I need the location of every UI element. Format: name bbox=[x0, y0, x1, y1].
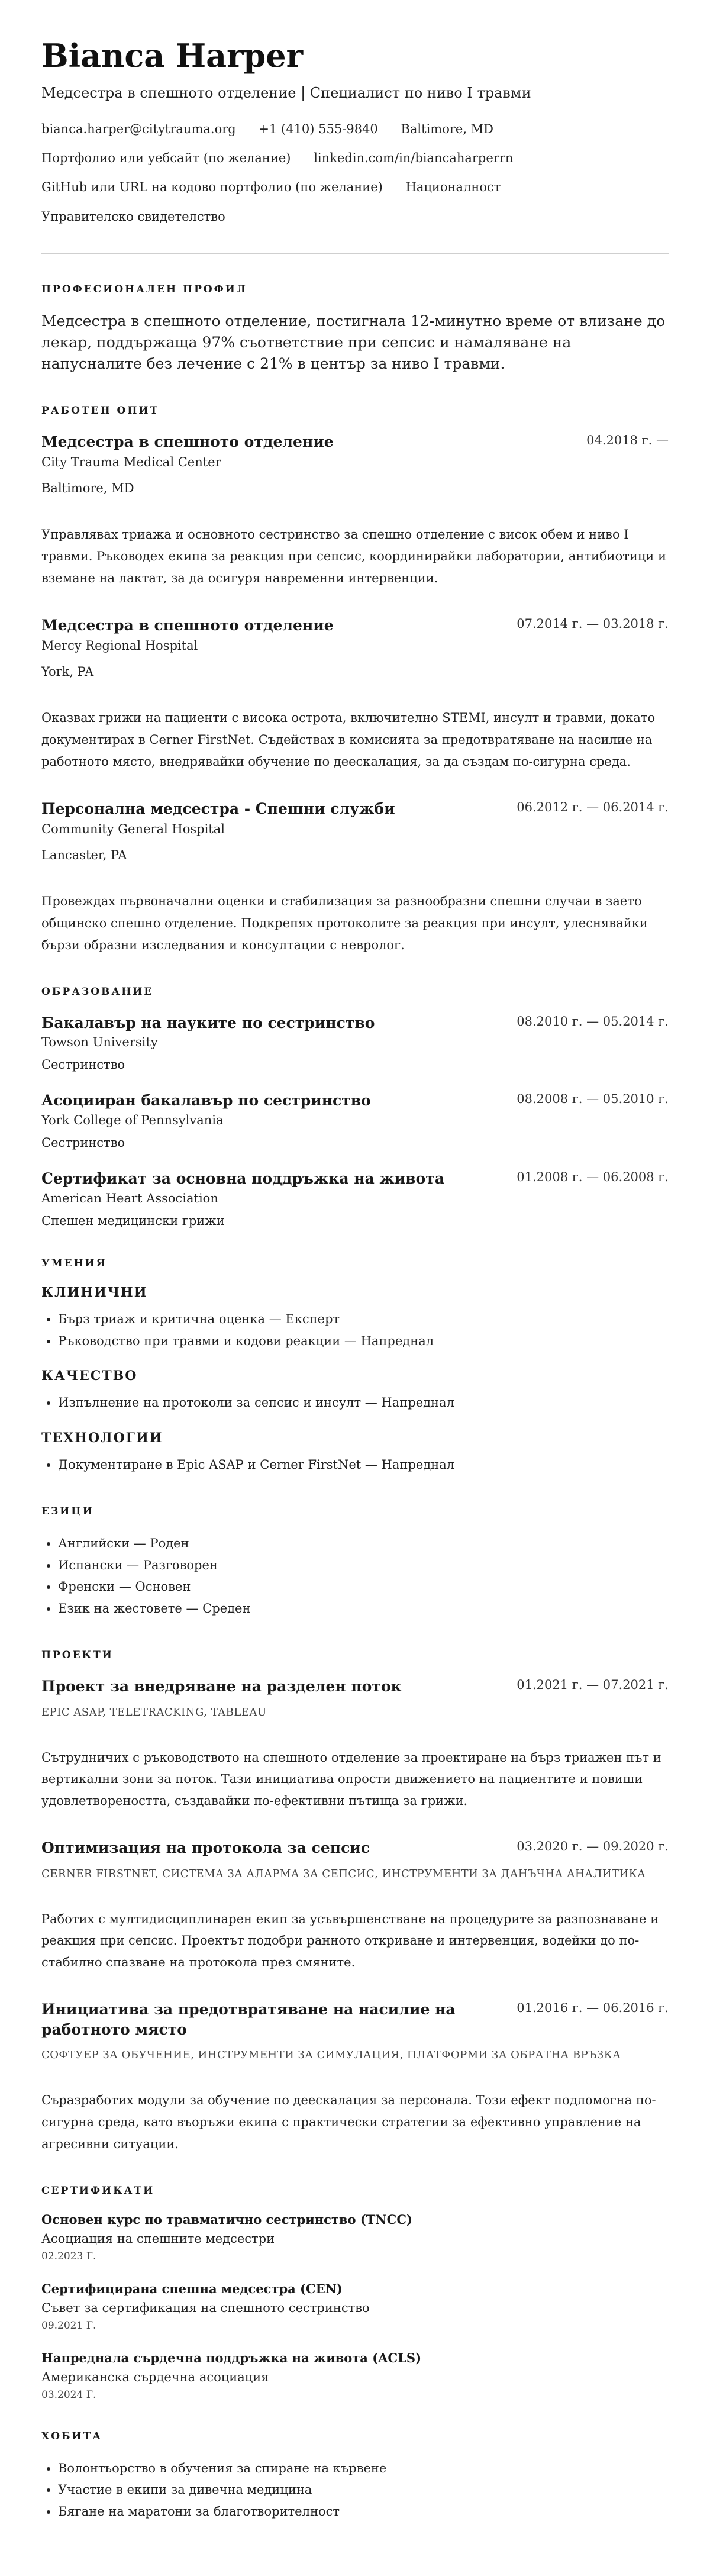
certification-org: Американска сърдечна асоциация bbox=[41, 2369, 269, 2384]
project-entry-head bbox=[41, 1677, 669, 1697]
job-company: City Trauma Medical Center bbox=[41, 455, 221, 470]
certification-entry bbox=[41, 2351, 669, 2401]
degree-field: Сестринство bbox=[41, 1136, 125, 1150]
contact-row-license bbox=[41, 209, 669, 225]
candidate-headline: Медсестра в спешното отделение | Специалист по ниво I травми bbox=[41, 84, 531, 101]
certifications-section bbox=[41, 2185, 669, 2401]
experience-entry bbox=[41, 799, 669, 956]
skill-item: • Бърз триаж и критична оценка — Експерт bbox=[58, 1308, 669, 1330]
section-title-projects: ПРОЕКТИ bbox=[41, 1649, 114, 1661]
education-entry bbox=[41, 1169, 669, 1228]
skill-item: • Ръководство при травми и кодови реакции — Напреднал bbox=[58, 1330, 669, 1352]
contact-license: Управителско свидетелство bbox=[41, 209, 225, 224]
education-section bbox=[41, 986, 669, 1228]
degree-field: Сестринство bbox=[41, 1058, 125, 1072]
certification-org: Асоциация на спешните медсестри bbox=[41, 2231, 275, 2246]
hobby-item: • Бягане на маратони за благотворителност bbox=[58, 2501, 669, 2523]
resume-header bbox=[41, 39, 669, 225]
hobbies-section bbox=[41, 2430, 669, 2523]
project-date: 01.2016 г. — 06.2016 г. bbox=[517, 2000, 669, 2015]
project-date: 01.2021 г. — 07.2021 г. bbox=[517, 1677, 669, 1692]
certification-date: 02.2023 Г. bbox=[41, 2250, 96, 2262]
skill-category: ТЕХНОЛОГИИ bbox=[41, 1430, 163, 1446]
degree-title: Бакалавър на науките по сестринство bbox=[41, 1014, 375, 1031]
project-description: Съразработих модули за обучение по деескалация за персонала. Този ефект подломогна по-сигурна среда, като въоръжи екипа с практически стратегии за ефективно управление на агресивни ситуации. bbox=[41, 2093, 656, 2151]
hobby-list bbox=[41, 2458, 669, 2523]
degree-date: 01.2008 г. — 06.2008 г. bbox=[517, 1170, 669, 1185]
skill-list bbox=[41, 1454, 669, 1476]
school-name: American Heart Association bbox=[41, 1191, 218, 1205]
job-location: York, PA bbox=[41, 665, 94, 679]
job-title: Медсестра в спешното отделение bbox=[41, 433, 334, 450]
project-entry bbox=[41, 1838, 669, 1974]
language-list bbox=[41, 1533, 669, 1620]
certification-date: 03.2024 Г. bbox=[41, 2388, 96, 2401]
contact-email[interactable]: bianca.harper@citytrauma.org bbox=[41, 121, 236, 136]
skill-list bbox=[41, 1308, 669, 1352]
hobby-item: • Волонтьорство в обучения за спиране на кървене bbox=[58, 2458, 669, 2480]
contact-row-extra bbox=[41, 179, 669, 195]
job-date: 06.2012 г. — 06.2014 г. bbox=[517, 799, 669, 814]
experience-entry-head bbox=[41, 432, 669, 452]
candidate-name: Bianca Harper bbox=[41, 37, 304, 75]
education-entry-head bbox=[41, 1169, 669, 1189]
job-location: Lancaster, PA bbox=[41, 848, 127, 863]
project-title: Проект за внедряване на разделен поток bbox=[41, 1677, 402, 1695]
degree-date: 08.2008 г. — 05.2010 г. bbox=[517, 1092, 669, 1107]
contact-github[interactable]: GitHub или URL на кодово портфолио (по желание) bbox=[41, 180, 383, 195]
project-tech: EPIC ASAP, TELETRACKING, TABLEAU bbox=[41, 1705, 267, 1719]
contact-linkedin[interactable]: linkedin.com/in/biancaharperrn bbox=[314, 150, 514, 165]
section-title-summary: ПРОФЕСИОНАЛЕН ПРОФИЛ bbox=[41, 283, 247, 295]
language-item: • Език на жестовете — Среден bbox=[58, 1598, 669, 1620]
contact-location: Baltimore, MD bbox=[401, 121, 494, 136]
contact-row-primary bbox=[41, 121, 669, 137]
skill-item: • Изпълнение на протоколи за сепсис и инсулт — Напреднал bbox=[58, 1392, 669, 1414]
degree-title: Асоцииран бакалавър по сестринство bbox=[41, 1092, 371, 1110]
project-description: Работих с мултидисциплинарен екип за усъвършенстване на процедурите за разпознаване и реакция при сепсис. Проектът подобри ранното откриване и интервенция, водейки до по-стабилно спазване на протокола през смяните. bbox=[41, 1911, 659, 1970]
project-tech: СОФТУЕР ЗА ОБУЧЕНИЕ, ИНСТРУМЕНТИ ЗА СИМУЛАЦИЯ, ПЛАТФОРМИ ЗА ОБРАТНА ВРЪЗКА bbox=[41, 2049, 621, 2062]
skill-group bbox=[41, 1368, 669, 1414]
experience-entry-head bbox=[41, 615, 669, 636]
education-entry bbox=[41, 1013, 669, 1072]
skills-section bbox=[41, 1258, 669, 1476]
experience-entry bbox=[41, 432, 669, 589]
job-location: Baltimore, MD bbox=[41, 481, 134, 496]
degree-title: Сертификат за основна поддръжка на живота bbox=[41, 1170, 445, 1188]
certification-date: 09.2021 Г. bbox=[41, 2319, 96, 2332]
job-company: Mercy Regional Hospital bbox=[41, 639, 198, 653]
section-title-experience: РАБОТЕН ОПИТ bbox=[41, 404, 160, 417]
school-name: York College of Pennsylvania bbox=[41, 1113, 224, 1128]
project-date: 03.2020 г. — 09.2020 г. bbox=[517, 1839, 669, 1853]
section-title-certifications: СЕРТИФИКАТИ bbox=[41, 2184, 155, 2197]
contact-nationality: Националност bbox=[405, 180, 501, 195]
project-entry bbox=[41, 1677, 669, 1812]
project-title: Инициатива за предотвратяване на насилие на работното място bbox=[41, 2000, 456, 2038]
projects-section bbox=[41, 1649, 669, 2155]
section-title-education: ОБРАЗОВАНИЕ bbox=[41, 985, 154, 998]
job-title: Медсестра в спешното отделение bbox=[41, 616, 334, 634]
section-title-languages: ЕЗИЦИ bbox=[41, 1505, 94, 1517]
job-company: Community General Hospital bbox=[41, 822, 225, 837]
skill-category: КЛИНИЧНИ bbox=[41, 1284, 148, 1300]
job-description: Управлявах триажа и основното сестринство за спешно отделение с висок обем и ниво I травми. Ръководех екипа за реакция при сепсис, координирайки лаборатории, антибиотици и вземане на лактат, за да осигуря навременни интервенции. bbox=[41, 527, 667, 585]
contact-phone[interactable]: +1 (410) 555-9840 bbox=[259, 121, 378, 136]
certification-name: Напреднала сърдечна поддръжка на живота (ACLS) bbox=[41, 2350, 422, 2365]
project-entry bbox=[41, 2000, 669, 2155]
degree-date: 08.2010 г. — 05.2014 г. bbox=[517, 1014, 669, 1029]
certification-entry bbox=[41, 2281, 669, 2332]
language-item: • Френски — Основен bbox=[58, 1576, 669, 1598]
experience-entry bbox=[41, 615, 669, 773]
languages-section bbox=[41, 1505, 669, 1620]
experience-entry-head bbox=[41, 799, 669, 819]
skill-group bbox=[41, 1430, 669, 1476]
hobby-item: • Участие в екипи за дивечна медицина bbox=[58, 2479, 669, 2501]
summary-section bbox=[41, 283, 669, 375]
project-tech: CERNER FIRSTNET, СИСТЕМА ЗА АЛАРМА ЗА СЕПСИС, ИНСТРУМЕНТИ ЗА ДАНЪЧНА АНАЛИТИКА bbox=[41, 1867, 646, 1880]
job-date: 07.2014 г. — 03.2018 г. bbox=[517, 616, 669, 631]
skill-category: КАЧЕСТВО bbox=[41, 1368, 138, 1384]
education-entry bbox=[41, 1091, 669, 1150]
summary-text: Медсестра в спешното отделение, постигнала 12-минутно време от влизане до лекар, поддържаща 97% съответствие при сепсис и намаляване на напусналите без лечение с 21% в център за ниво I травми. bbox=[41, 312, 666, 373]
skill-list bbox=[41, 1392, 669, 1414]
project-entry-head bbox=[41, 1838, 669, 1858]
header-divider bbox=[41, 253, 669, 254]
certification-name: Основен курс по травматично сестринство (TNCC) bbox=[41, 2211, 412, 2227]
section-title-hobbies: ХОБИТА bbox=[41, 2430, 103, 2442]
job-title: Персонална медсестра - Спешни служби bbox=[41, 799, 395, 817]
job-description: Провеждах първоначални оценки и стабилизация за разнообразни спешни случаи в заето общинско спешно отделение. Подкрепях протоколите за реакция при инсулт, улеснявайки бързи образни изследвания и консултации с невролог. bbox=[41, 894, 648, 952]
education-entry-head bbox=[41, 1091, 669, 1111]
skill-group bbox=[41, 1285, 669, 1352]
job-description: Оказвах грижи на пациенти с висока острота, включително STEMI, инсулт и травми, докато документирах в Cerner FirstNet. Съдействах в комисията за предотвратяване на насилие на работното място, внедрявайки обучение по деескалация, за да създам по-сигурна среда. bbox=[41, 711, 656, 769]
certification-entry bbox=[41, 2212, 669, 2262]
language-item: • Английски — Роден bbox=[58, 1533, 669, 1555]
experience-section bbox=[41, 405, 669, 956]
project-description: Сътрудничих с ръководството на спешното отделение за проектиране на бърз триажен път и вертикални зони за поток. Тази инициатива опрости движението на пациентите и повиши удовлетвореността, създавайки по-ефективни пътища за грижи. bbox=[41, 1750, 661, 1808]
job-date: 04.2018 г. — bbox=[586, 433, 669, 447]
school-name: Towson University bbox=[41, 1035, 158, 1050]
contact-portfolio[interactable]: Портфолио или уебсайт (по желание) bbox=[41, 150, 291, 165]
degree-field: Спешен медицински грижи bbox=[41, 1213, 225, 1228]
education-entry-head bbox=[41, 1013, 669, 1033]
project-title: Оптимизация на протокола за сепсис bbox=[41, 1839, 370, 1856]
skill-item: • Документиране в Epic ASAP и Cerner FirstNet — Напреднал bbox=[58, 1454, 669, 1476]
contact-row-links bbox=[41, 150, 669, 166]
project-entry-head bbox=[41, 2000, 669, 2040]
certification-name: Сертифицирана спешна медсестра (CEN) bbox=[41, 2281, 343, 2296]
language-item: • Испански — Разговорен bbox=[58, 1555, 669, 1576]
section-title-skills: УМЕНИЯ bbox=[41, 1257, 107, 1269]
certification-org: Съвет за сертификация на спешното сестринство bbox=[41, 2300, 370, 2315]
